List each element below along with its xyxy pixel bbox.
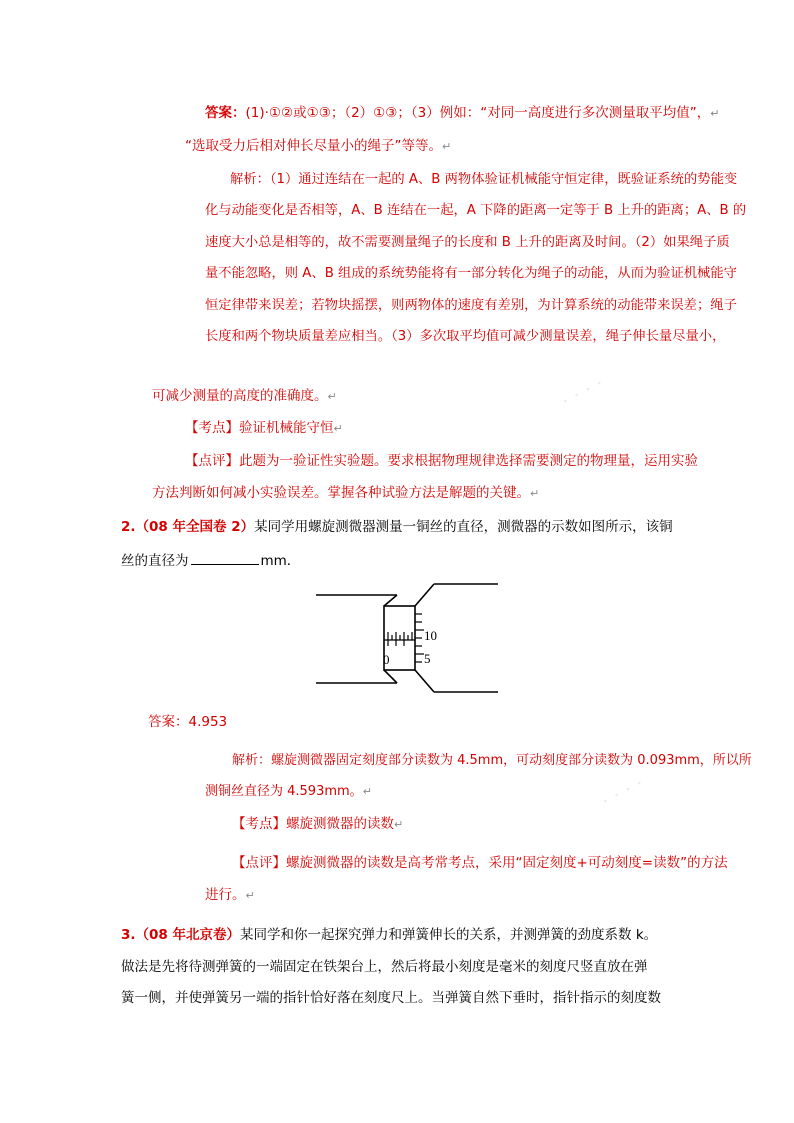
analysis1-line: 长度和两个物块质量差应相当。（3）多次取平均值可减少测量误差，绳子伸长量尽量小， (205, 329, 726, 344)
answer-text: (1)·①②或①③；（2）①③；（3）例如：“对同一高度进行多次测量取平均值”， (245, 105, 711, 121)
dianping1-line1 (185, 451, 698, 471)
dianping1-line2 (152, 483, 539, 504)
kaodian-label: 【考点】 (185, 420, 239, 436)
answer2 (148, 712, 227, 732)
question2-line2: 丝的直径为 mm． (121, 550, 300, 571)
dianping-text: 此题为一验证性实验题。要求根据物理规律选择需要测定的物理量，运用实验 (239, 453, 698, 469)
paragraph-mark-icon: ↵ (333, 422, 343, 435)
watermark: · · · · (556, 370, 608, 414)
paragraph-mark-icon: ↵ (530, 487, 540, 500)
analysis2-line1: 解析：螺旋测微器固定刻度部分读数为 4.5mm，可动刻度部分读数为 0.093mm，所以所 (232, 753, 752, 768)
paragraph-mark-icon: ↵ (362, 785, 372, 798)
micrometer-figure (310, 578, 502, 700)
question-source: （08 年北京卷） (135, 927, 241, 943)
paragraph-mark-icon: ↵ (394, 818, 404, 831)
kaodian2 (232, 814, 403, 835)
dianping-text: 螺旋测微器的读数是高考常考点，采用“固定刻度+可动刻度=读数”的方法 (286, 855, 728, 871)
answer-blank (191, 550, 259, 565)
watermark: · · · · (596, 770, 648, 814)
answer-label: 答案： (205, 105, 246, 121)
answer1-line2 (185, 136, 451, 157)
analysis1-line: 量不能忽略，则 A、B 组成的系统势能将有一部分转化为绳子的动能，从而为验证机械能守 (205, 266, 737, 281)
question3-line2: 做法是先将待测弹簧的一端固定在铁架台上，然后将最小刻度是毫米的刻度尺竖直放在弹 (121, 959, 648, 975)
dianping2-line1 (232, 853, 728, 873)
paragraph-mark-icon: ↵ (442, 140, 452, 153)
analysis1-end: 可减少测量的高度的准确度。↵ (152, 388, 337, 404)
kaodian1 (185, 418, 343, 439)
analysis2-line2: 测铜丝直径为 4.593mm。↵ (205, 784, 372, 799)
dianping-label: 【点评】 (185, 453, 239, 469)
dianping-text: 方法判断如何减小实验误差。掌握各种试验方法是解题的关键。 (152, 485, 530, 501)
question2-line1 (121, 517, 673, 537)
figure-label-5: 5 (424, 651, 431, 666)
question3-line3: 簧一侧，并使弹簧另一端的指针恰好落在刻度尺上。当弹簧自然下垂时，指针指示的刻度数 (121, 990, 661, 1006)
analysis1-line: 化与动能变化是否相等，A、B 连结在一起，A 下降的距离一定等于 B 上升的距离；A、B 的 (205, 203, 747, 218)
question3-line1 (121, 925, 657, 945)
answer-text: “选取受力后相对伸长尽量小的绳子”等等。 (185, 138, 442, 154)
analysis1-line: 速度大小总是相等的，故不需要测量绳子的长度和 B 上升的距离及时间。（2）如果绳子质 (205, 235, 730, 250)
question-source: （08 年全国卷 2） (135, 519, 255, 535)
paragraph-mark-icon: ↵ (710, 107, 720, 120)
dianping-label: 【点评】 (232, 855, 286, 871)
question-text: 某同学用螺旋测微器测量一铜丝的直径，测微器的示数如图所示，该铜 (254, 519, 673, 535)
answer1-line1 (205, 103, 719, 124)
question-text: 某同学和你一起探究弹力和弹簧伸长的关系，并测弹簧的劲度系数 k。 (240, 927, 658, 943)
figure-label-10: 10 (424, 628, 437, 643)
kaodian-label: 【考点】 (232, 816, 286, 832)
analysis1-line: 恒定律带来误差；若物块摇摆，则两物体的速度有差别，为计算系统的动能带来误差；绳子 (205, 298, 737, 313)
dianping2-line2 (205, 885, 255, 906)
answer-value: 4.953 (188, 714, 228, 730)
analysis1-line: 解析：（1）通过连结在一起的 A、B 两物体验证机械能守恒定律，既验证系统的势能变 (230, 172, 738, 187)
question-number: 3. (121, 927, 136, 943)
answer-label: 答案： (148, 714, 189, 730)
question-number: 2. (121, 519, 136, 535)
kaodian-text: 验证机械能守恒 (239, 420, 334, 436)
paragraph-mark-icon: ↵ (327, 390, 337, 403)
kaodian-text: 螺旋测微器的读数 (286, 816, 394, 832)
dianping-text: 进行。 (205, 887, 246, 903)
paragraph-mark-icon: ↵ (245, 889, 255, 902)
figure-label-0: 0 (383, 652, 390, 667)
